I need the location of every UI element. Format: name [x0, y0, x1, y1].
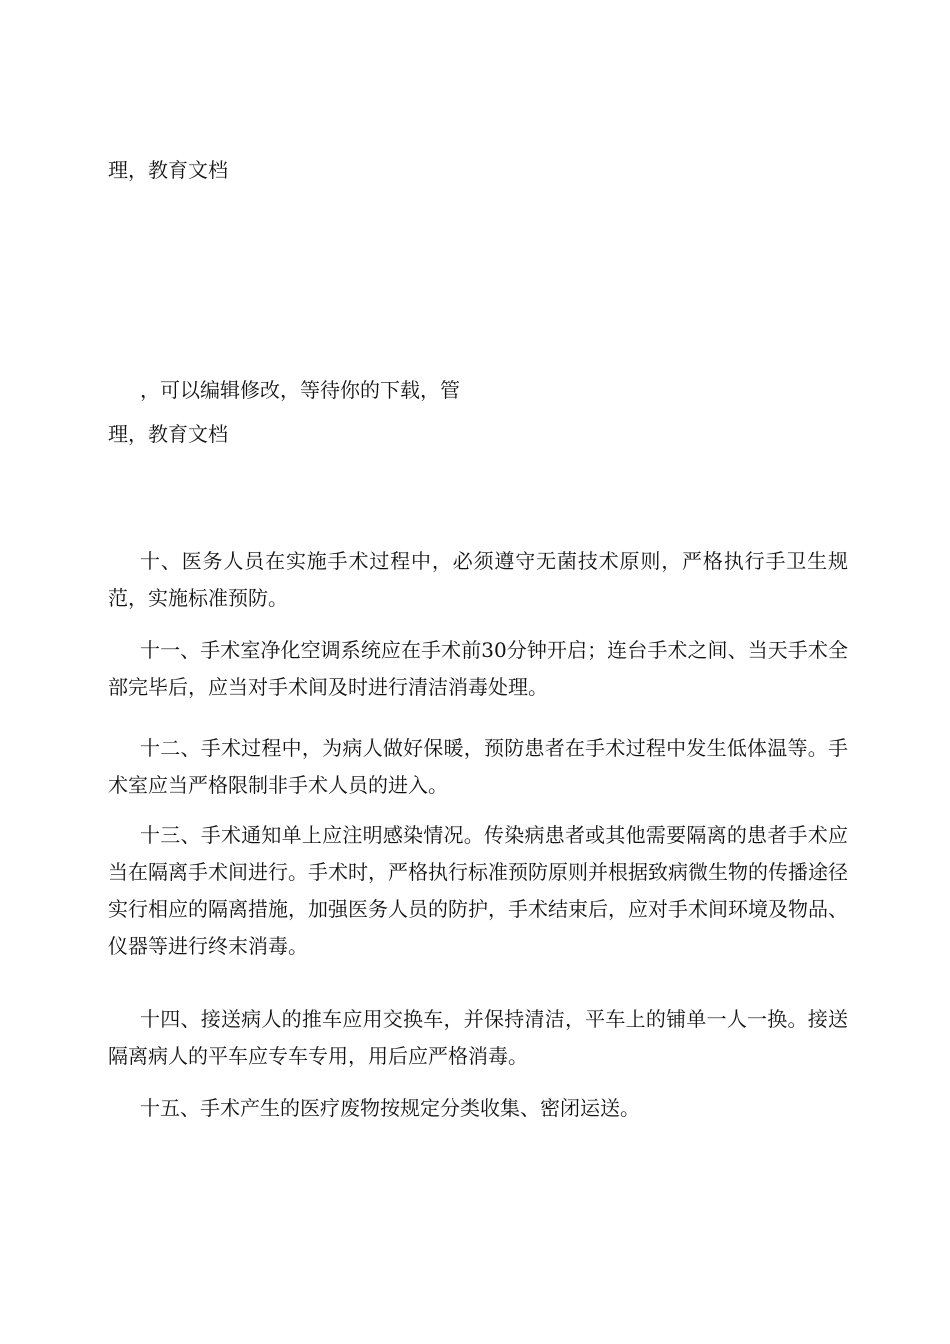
rule-paragraph-15: 十五、手术产生的医疗废物按规定分类收集、密闭运送。 [140, 1096, 640, 1120]
fragment-middle-line: ，可以编辑修改，等待你的下载，管 [140, 378, 460, 402]
rule-paragraph-12: 十二、手术过程中，为病人做好保暖，预防患者在手术过程中发生低体温等。手术室应当严格限制非手术人员的进入。 [108, 736, 848, 797]
fragment-top-line: 理，教育文档 [108, 158, 228, 182]
rule-paragraph-11: 十一、手术室净化空调系统应在手术前30分钟开启；连台手术之间、当天手术全部完毕后，应当对手术间及时进行清洁消毒处理。 [108, 638, 848, 699]
rule-paragraph-14: 十四、接送病人的推车应用交换车，并保持清洁，平车上的铺单一人一换。接送隔离病人的平车应专车专用，用后应严格消毒。 [108, 1007, 848, 1068]
rule-paragraph-13: 十三、手术通知单上应注明感染情况。传染病患者或其他需要隔离的患者手术应当在隔离手术间进行。手术时，严格执行标准预防原则并根据致病微生物的传播途径实行相应的隔离措施，加强医务人员的防护，手术结束后，应对手术间环境及物品、仪器等进行终末消毒。 [108, 823, 848, 958]
fragment-middle-line-2: 理，教育文档 [108, 422, 228, 446]
rule-paragraph-10: 十、医务人员在实施手术过程中，必须遵守无菌技术原则，严格执行手卫生规范，实施标准预防。 [108, 549, 848, 610]
